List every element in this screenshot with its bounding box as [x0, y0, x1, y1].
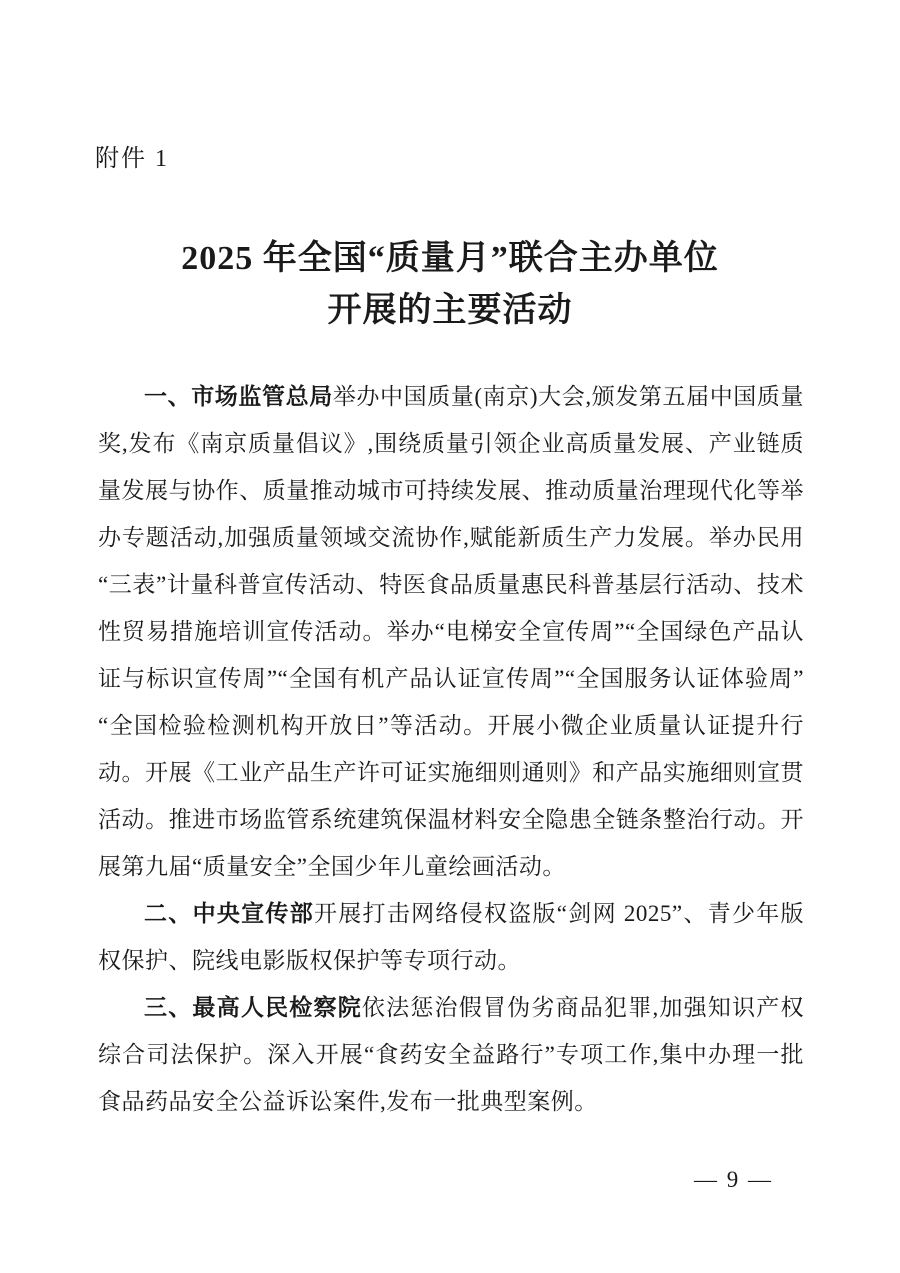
paragraph-3-text: 依法惩治假冒伪劣商品犯罪,加强知识产权综合司法保护。深入开展“食药安全益路行”专项工作,集中办理一批食品药品安全公益诉讼案件,发布一批典型案例。 — [98, 995, 805, 1114]
paragraph-1-text: 举办中国质量(南京)大会,颁发第五届中国质量奖,发布《南京质量倡议》,围绕质量引领企业高质量发展、产业链质量发展与协作、质量推动城市可持续发展、推动质量治理现代化等举办专题活动,加强质量领域交流协作,赋能新质生产力发展。举办民用“三表”计量科普宣传活动、特医食品质量惠民科普基层行活动、技术性贸易措施培训宣传活动。举办“电梯安全宣传周”“全国绿色产品认证与标识宣传周”“全国有机产品认证宣传周”“全国服务认证体验周”“全国检验检测机构开放日”等活动。开展小微企业质量认证提升行动。开展《工业产品生产许可证实施细则通则》和产品实施细则宣贯活动。推进市场监管系统建筑保温材料安全隐患全链条整治行动。开展第九届“质量安全”全国少年儿童绘画活动。 — [98, 384, 804, 879]
title-line-1: 2025 年全国“质量月”联合主办单位 — [181, 240, 719, 277]
paragraph-3-lead: 三、最高人民检察院 — [144, 994, 362, 1020]
paragraph-2-lead: 二、中央宣传部 — [144, 900, 314, 926]
paragraph-1-lead: 一、市场监管总局 — [144, 383, 333, 409]
document-title — [0, 233, 900, 337]
paragraph-3 — [98, 984, 804, 1125]
document-body — [98, 373, 804, 1125]
attachment-label: 附件 1 — [95, 146, 169, 172]
paragraph-1 — [98, 373, 804, 890]
paragraph-2-text: 开展打击网络侵权盗版“剑网 2025”、青少年版权保护、院线电影版权保护等专项行动。 — [98, 901, 805, 973]
paragraph-2 — [98, 890, 804, 984]
title-line-2: 开展的主要活动 — [327, 292, 573, 329]
page-number: — 9 — — [694, 1167, 773, 1192]
